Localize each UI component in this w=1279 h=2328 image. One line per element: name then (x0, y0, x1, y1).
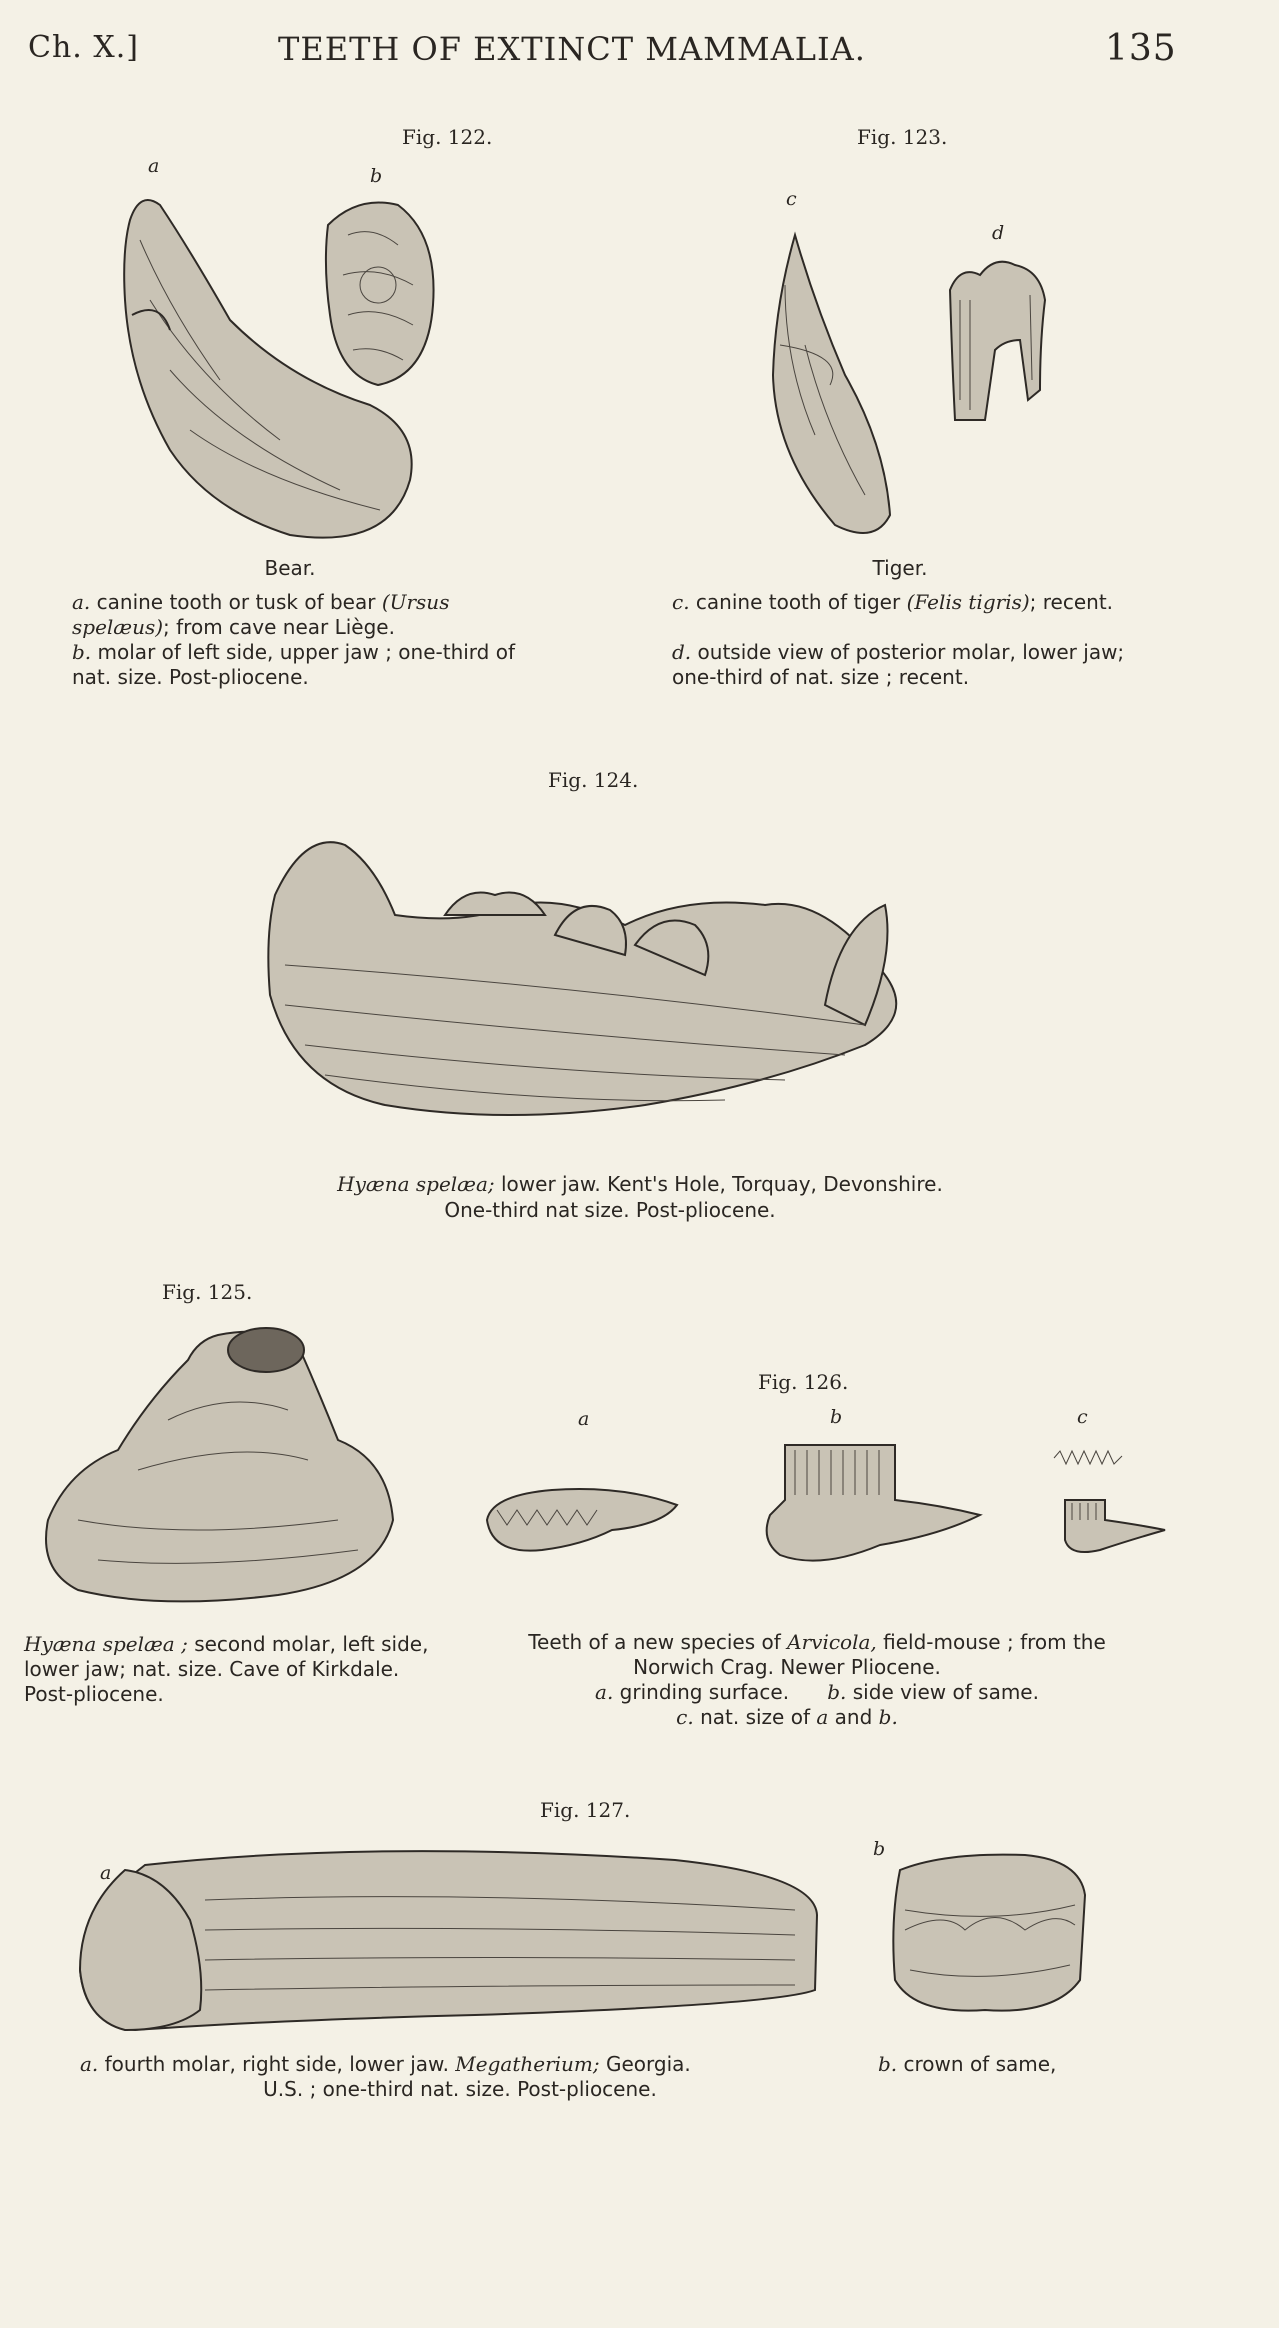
hyena-molar-illustration (38, 1320, 403, 1615)
fig127-label: Fig. 127. (540, 1798, 631, 1822)
fig122-caption-a-prefix: a. (72, 590, 91, 614)
fig124-caption-line2: One-third nat size. Post-pliocene. (444, 1198, 776, 1222)
fig126-label: Fig. 126. (758, 1370, 849, 1394)
tiger-molar-illustration (940, 250, 1055, 425)
fig122-caption-b (72, 640, 542, 690)
fig127-caption-b (878, 2052, 1138, 2077)
fig126-caption-line1-pre: Teeth of a new species of (528, 1630, 781, 1654)
fig127-caption-b-prefix: b. (878, 2052, 898, 2076)
fig124-caption-species: Hyæna spelæa; (337, 1172, 495, 1196)
fig126-caption-a-prefix: a. (595, 1680, 614, 1704)
fig123-caption-c (672, 590, 1142, 615)
fig126-caption-b-prefix: b. (827, 1680, 847, 1704)
fig124-caption-line1-text: lower jaw. Kent's Hole, Torquay, Devonshire. (501, 1172, 943, 1196)
fig122-label: Fig. 122. (402, 125, 493, 149)
fig127-caption-a-species: Megatherium; (455, 2052, 600, 2076)
fig126-caption-line1 (462, 1630, 1172, 1655)
fig123-caption-d-text: outside view of posterior molar, lower jaw; one-third of nat. size ; recent. (672, 640, 1125, 689)
fig126-caption-c-b: b. (878, 1705, 898, 1729)
fig123-caption-d-prefix: d. (672, 640, 692, 664)
fig126-caption-c-a: a (816, 1705, 829, 1729)
fig127-letter-a: a (100, 1862, 112, 1884)
fig123-letter-c: c (786, 188, 797, 210)
fig123-caption-c-text: canine tooth of tiger (695, 590, 901, 614)
megatherium-crown-illustration (885, 1850, 1090, 2020)
fig124-caption-line1 (140, 1172, 1140, 1197)
fig125-caption-text: second molar, left side, lower jaw; nat. size. Cave of Kirkdale. Post-pliocene. (24, 1632, 429, 1706)
running-head-chapter: Ch. X.] (28, 30, 139, 65)
fig126-caption-species: Arvicola, (787, 1630, 877, 1654)
fig127-caption-a-prefix: a. (80, 2052, 99, 2076)
fig126-caption-a-text: grinding surface. (619, 1680, 790, 1704)
hyena-jaw-illustration (265, 815, 930, 1135)
fig123-caption-d (672, 640, 1142, 690)
fig122-letter-b: b (370, 165, 383, 187)
page-number: 135 (1105, 28, 1177, 69)
fig125-caption (24, 1632, 454, 1707)
bear-molar-illustration (318, 195, 443, 395)
fig126-caption-c-and: and (834, 1705, 873, 1729)
fig126-letter-c: c (1077, 1406, 1088, 1428)
fig123-label: Fig. 123. (857, 125, 948, 149)
fig124-label: Fig. 124. (548, 768, 639, 792)
tiger-canine-illustration (715, 225, 905, 545)
fig126-caption-line4 (462, 1705, 1112, 1730)
fig123-caption-c-rest: ; recent. (1029, 590, 1114, 614)
fig122-caption-a-text: canine tooth or tusk of bear (96, 590, 376, 614)
fig127-caption-a-line2: U.S. ; one-third nat. size. Post-pliocene. (263, 2077, 657, 2101)
megatherium-molar-illustration (75, 1840, 825, 2040)
fig127-caption-a-text: fourth molar, right side, lower jaw. (104, 2052, 449, 2076)
fig126-caption-line2: Norwich Crag. Newer Pliocene. (633, 1655, 941, 1679)
fig127-caption-a-line1 (80, 2052, 840, 2077)
fig125-label: Fig. 125. (162, 1280, 253, 1304)
arvicola-grinding-surface-illustration (482, 1475, 682, 1565)
fig122-caption-a (72, 590, 542, 640)
fig123-caption-c-species: (Felis tigris) (906, 590, 1030, 614)
fig122-caption-b-text: molar of left side, upper jaw ; one-third of nat. size. Post-pliocene. (72, 640, 516, 689)
fig122-caption-a-species: (Ursus spelæus) (72, 590, 450, 639)
fig122-letter-a: a (148, 155, 160, 177)
fig123-letter-d: d (992, 222, 1005, 244)
fig123-caption-title: Tiger. (872, 556, 928, 580)
fig127-caption-a-rest: Georgia. (606, 2052, 691, 2076)
fig126-letter-a: a (578, 1408, 590, 1430)
fig123-caption-c-prefix: c. (672, 590, 690, 614)
arvicola-natsize-grinding-illustration (1052, 1448, 1132, 1468)
arvicola-side-view-illustration (760, 1440, 985, 1575)
fig122-caption-title: Bear. (264, 556, 316, 580)
fig126-caption-c-text: nat. size of (700, 1705, 810, 1729)
fig126-caption-line3 (462, 1680, 1172, 1705)
fig125-caption-species: Hyæna spelæa ; (24, 1632, 188, 1656)
fig127-letter-b: b (873, 1838, 886, 1860)
fig126-letter-b: b (830, 1406, 843, 1428)
fig126-caption-line1-post: field-mouse ; from the (883, 1630, 1106, 1654)
fig122-caption-a-rest: ; from cave near Liège. (163, 615, 395, 639)
fig122-caption-b-prefix: b. (72, 640, 92, 664)
fig126-caption-c-prefix: c. (676, 1705, 694, 1729)
running-head-title: TEETH OF EXTINCT MAMMALIA. (278, 30, 866, 68)
fig127-caption-b-text: crown of same, (903, 2052, 1057, 2076)
arvicola-natsize-side-illustration (1060, 1495, 1170, 1560)
fig126-caption-b-text: side view of same. (852, 1680, 1039, 1704)
